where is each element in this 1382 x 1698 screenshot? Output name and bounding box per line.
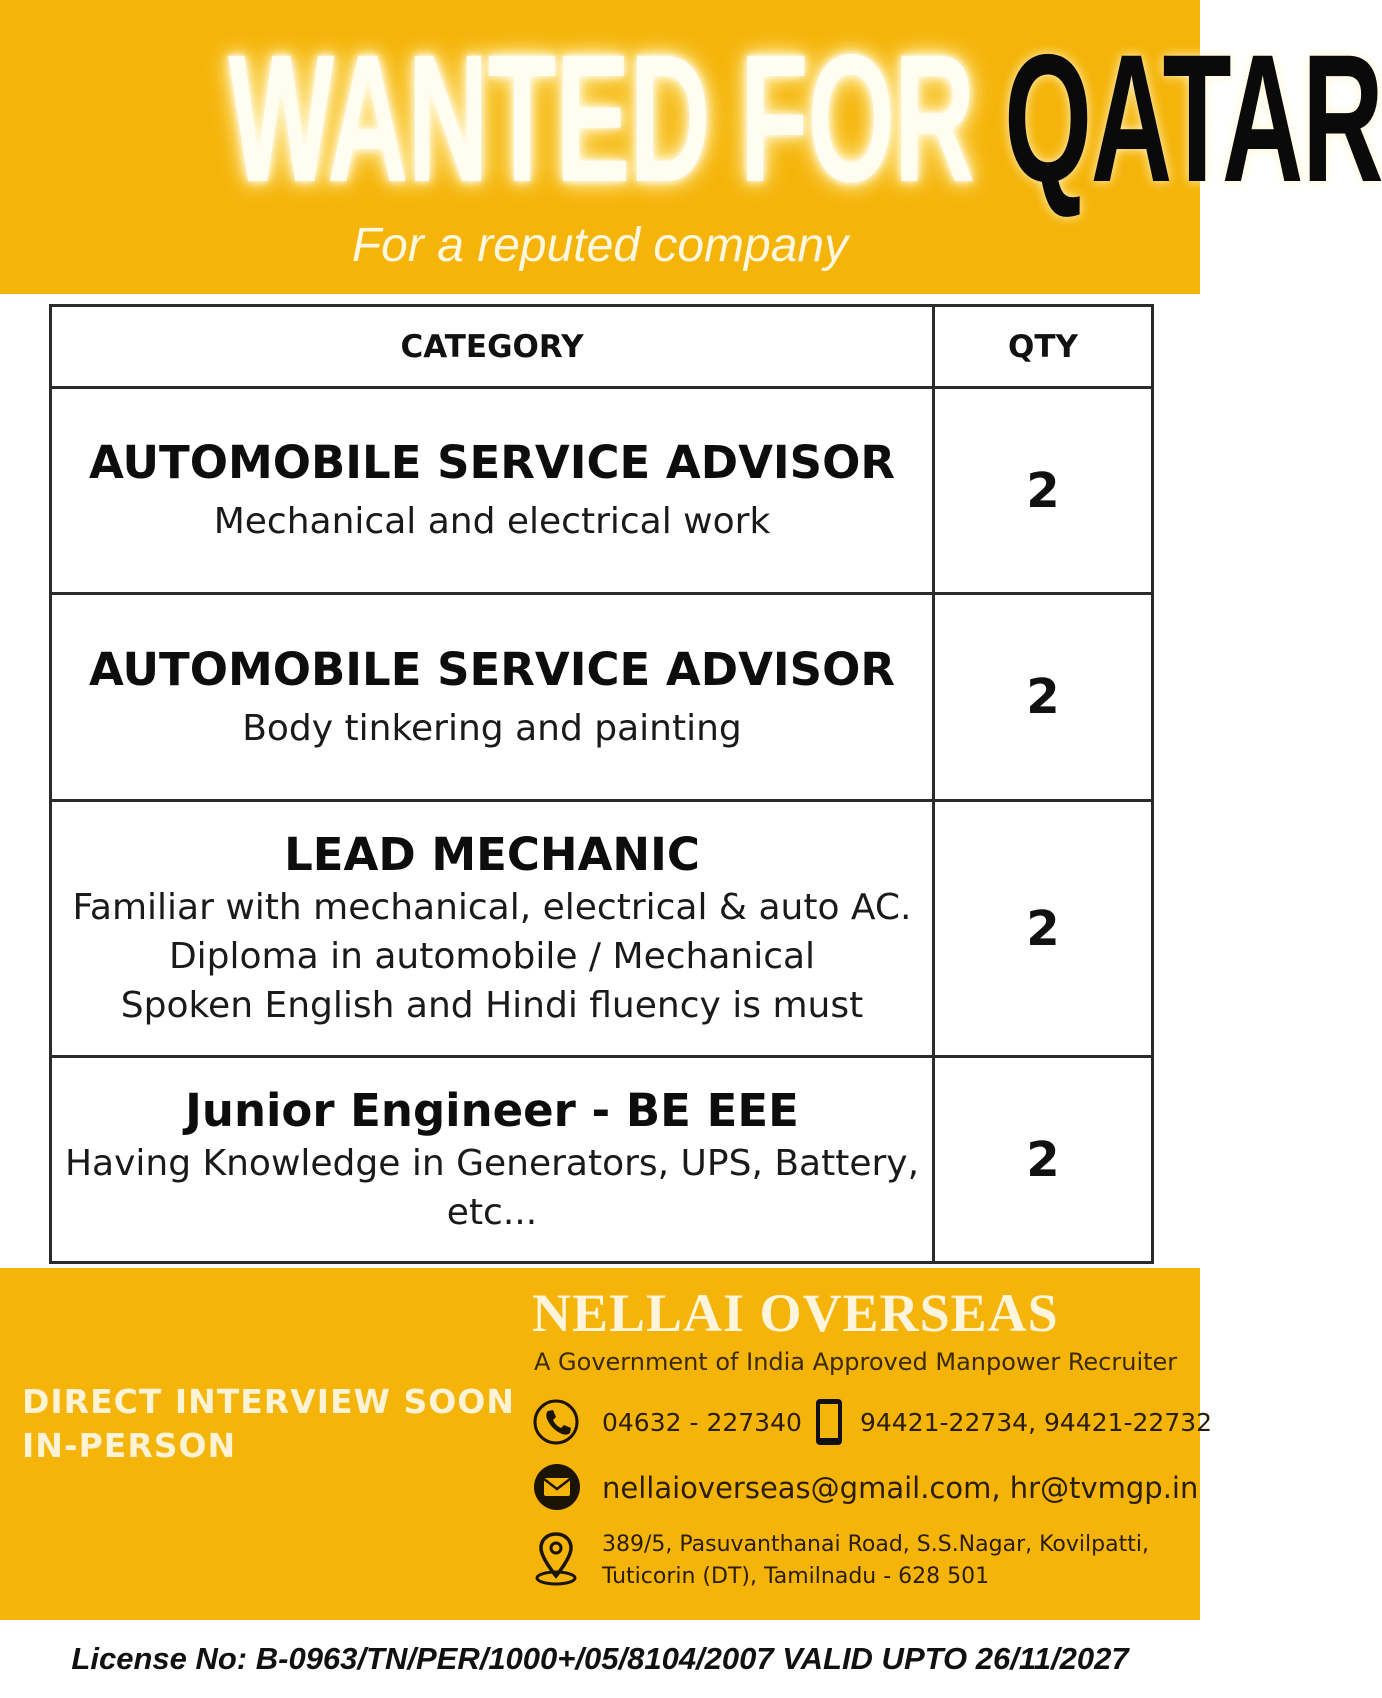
phone-icon bbox=[532, 1398, 580, 1450]
table-row bbox=[51, 388, 1153, 594]
envelope-icon bbox=[532, 1462, 582, 1516]
qty-cell: 2 bbox=[934, 594, 1153, 801]
job-desc: Body tinkering and painting bbox=[242, 707, 742, 749]
job-title: LEAD MECHANIC bbox=[284, 828, 700, 881]
job-desc: Mechanical and electrical work bbox=[213, 501, 771, 542]
subtitle: For a reputed company bbox=[351, 219, 849, 272]
address-line: 389/5, Pasuvanthanai Road, S.S.Nagar, Kovilpatti, bbox=[602, 1532, 1149, 1557]
headline bbox=[228, 16, 1382, 220]
category-cell bbox=[51, 801, 934, 1057]
job-title: Junior Engineer - BE EEE bbox=[185, 1083, 799, 1137]
category-cell bbox=[51, 1057, 934, 1263]
license-number: License No: B-0963/TN/PER/1000+/05/8104/2007 VALID UPTO 26/11/2027 bbox=[0, 1620, 1200, 1698]
qty-cell: 2 bbox=[934, 801, 1153, 1057]
job-title: AUTOMOBILE SERVICE ADVISOR bbox=[89, 642, 895, 696]
table-row bbox=[51, 1057, 1153, 1263]
jobs-table bbox=[49, 304, 1154, 1264]
company-name: NELLAI OVERSEAS bbox=[532, 1283, 1059, 1343]
category-cell bbox=[51, 388, 934, 594]
table-row bbox=[51, 801, 1153, 1057]
category-cell bbox=[51, 594, 934, 801]
table-header-row bbox=[51, 306, 1153, 388]
email-addresses[interactable]: nellaioverseas@gmail.com, hr@tvmgp.in bbox=[602, 1471, 1199, 1505]
qty-header: QTY bbox=[934, 306, 1153, 388]
interview-notice bbox=[22, 1380, 515, 1468]
mobile-phone-icon bbox=[814, 1398, 844, 1450]
table-row bbox=[51, 594, 1153, 801]
headline-white: WANTED FOR bbox=[228, 16, 975, 220]
header-banner bbox=[0, 0, 1382, 294]
category-header: CATEGORY bbox=[51, 306, 934, 388]
job-desc: Spoken English and Hindi fluency is must bbox=[120, 985, 864, 1026]
mobile-numbers[interactable]: 94421-22734, 94421-22732 bbox=[860, 1408, 1213, 1437]
job-desc: Having Knowledge in Generators, UPS, Battery, bbox=[64, 1142, 920, 1184]
job-desc: etc... bbox=[446, 1191, 538, 1233]
phone-number[interactable]: 04632 - 227340 bbox=[602, 1408, 802, 1437]
footer-banner bbox=[0, 1268, 1213, 1620]
address-line: Tuticorin (DT), Tamilnadu - 628 501 bbox=[602, 1564, 990, 1589]
company-tagline: A Government of India Approved Manpower Recruiter bbox=[534, 1348, 1178, 1376]
headline-country: QATAR bbox=[1004, 16, 1382, 220]
qty-cell: 2 bbox=[934, 388, 1153, 594]
job-title: AUTOMOBILE SERVICE ADVISOR bbox=[89, 436, 895, 489]
qty-cell: 2 bbox=[934, 1057, 1153, 1263]
location-pin-icon bbox=[532, 1530, 580, 1590]
job-desc: Familiar with mechanical, electrical & auto AC. bbox=[72, 887, 912, 928]
interview-line: DIRECT INTERVIEW SOON bbox=[22, 1382, 515, 1421]
job-desc: Diploma in automobile / Mechanical bbox=[168, 936, 816, 977]
interview-line: IN-PERSON bbox=[22, 1426, 237, 1465]
